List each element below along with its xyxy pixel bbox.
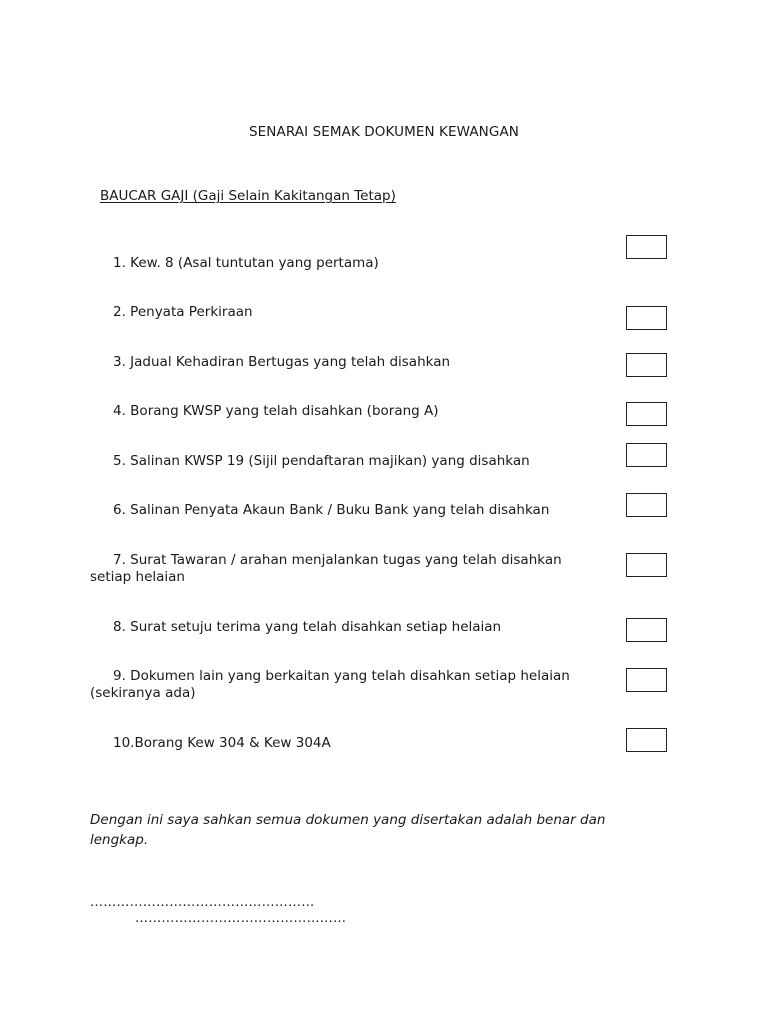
checklist-item-label: 9. Dokumen lain yang berkaitan yang telah disahkan setiap helaian (sekiranya ada) xyxy=(90,668,570,701)
checklist-item-8 xyxy=(90,619,600,636)
name-line: ………………………………………… xyxy=(135,911,347,926)
checklist-item-10 xyxy=(90,735,600,752)
checklist-item-label: 3. Jadual Kehadiran Bertugas yang telah disahkan xyxy=(113,354,451,370)
checkbox-item-6[interactable] xyxy=(626,493,667,517)
section-heading: BAUCAR GAJI (Gaji Selain Kakitangan Tetap) xyxy=(100,188,396,204)
checklist-item-6 xyxy=(90,502,600,519)
checklist-item-4 xyxy=(90,403,600,420)
document-title: SENARAI SEMAK DOKUMEN KEWANGAN xyxy=(249,124,519,140)
checkbox-item-1[interactable] xyxy=(626,235,667,259)
checkbox-item-8[interactable] xyxy=(626,618,667,642)
checklist-item-label: 2. Penyata Perkiraan xyxy=(113,304,253,320)
checklist-item-label: 1. Kew. 8 (Asal tuntutan yang pertama) xyxy=(113,255,379,271)
checkbox-item-3[interactable] xyxy=(626,353,667,377)
checkbox-item-4[interactable] xyxy=(626,402,667,426)
checklist-item-label: 6. Salinan Penyata Akaun Bank / Buku Bank yang telah disahkan xyxy=(113,502,550,518)
checkbox-item-7[interactable] xyxy=(626,553,667,577)
declaration-text: Dengan ini saya sahkan semua dokumen yang disertakan adalah benar dan lengkap. xyxy=(90,812,606,848)
checklist-item-5 xyxy=(90,453,600,470)
signature-line: …………………………………………… xyxy=(90,895,315,910)
checklist-item-label: 7. Surat Tawaran / arahan menjalankan tugas yang telah disahkan setiap helaian xyxy=(90,552,562,585)
checkbox-item-2[interactable] xyxy=(626,306,667,330)
checklist-item-label: 10.Borang Kew 304 & Kew 304A xyxy=(113,735,331,751)
checklist-item-1 xyxy=(90,255,600,272)
checklist-item-label: 4. Borang KWSP yang telah disahkan (borang A) xyxy=(113,403,439,419)
checklist-item-3 xyxy=(90,354,600,371)
checklist-item-label: 5. Salinan KWSP 19 (Sijil pendaftaran majikan) yang disahkan xyxy=(113,453,530,469)
checkbox-item-5[interactable] xyxy=(626,443,667,467)
checklist-item-2 xyxy=(90,304,600,321)
checkbox-item-9[interactable] xyxy=(626,668,667,692)
checklist-item-7 xyxy=(90,552,590,586)
checklist-item-9 xyxy=(90,668,595,702)
checklist-item-label: 8. Surat setuju terima yang telah disahkan setiap helaian xyxy=(113,619,502,635)
checkbox-item-10[interactable] xyxy=(626,728,667,752)
